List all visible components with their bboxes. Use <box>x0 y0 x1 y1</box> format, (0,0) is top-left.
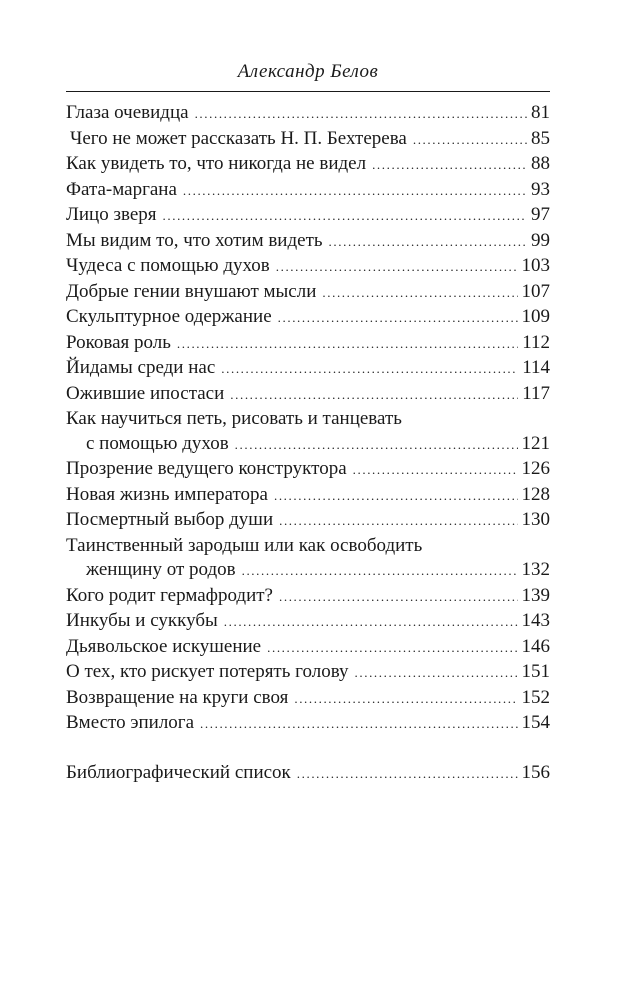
toc-page-number: 107 <box>521 280 550 302</box>
toc-entry <box>66 305 550 331</box>
toc-entry-title: Лицо зверя <box>66 204 157 225</box>
dot-leader <box>355 661 518 686</box>
toc-entry <box>66 331 550 357</box>
toc-entry <box>66 178 550 204</box>
toc-entry-title: Скульптурное одержание <box>66 306 272 327</box>
toc-entry <box>66 280 550 306</box>
toc-entry <box>66 686 550 712</box>
toc-entry-title: Прозрение ведущего конструктора <box>66 458 347 479</box>
toc-entry <box>66 152 550 178</box>
toc-entry <box>66 483 550 509</box>
toc-page-number: 99 <box>531 229 550 251</box>
toc-page-number: 128 <box>521 483 550 505</box>
dot-leader <box>279 585 518 610</box>
dot-leader <box>279 509 517 534</box>
bibliography-entry <box>66 761 550 787</box>
toc-entry <box>66 660 550 686</box>
toc-entry-title: Вместо эпилога <box>66 712 195 733</box>
header-rule <box>66 91 550 92</box>
toc-page-number: 146 <box>521 635 550 657</box>
dot-leader <box>413 128 527 153</box>
toc-page-number: 152 <box>521 686 550 708</box>
dot-leader <box>322 281 517 306</box>
toc-entry-title: Возвращение на круги своя <box>66 686 289 708</box>
toc-entry-title: Ожившие ипостаси <box>66 382 225 404</box>
toc-entry <box>66 356 550 382</box>
toc-page-number: 93 <box>531 178 550 200</box>
toc-entry-title: Мы видим то, что хотим видеть <box>66 229 323 251</box>
toc-entry-title: Дьявольское искушение <box>66 635 262 657</box>
toc-page-number: 126 <box>521 458 550 479</box>
toc-entry-title: Как научиться петь, рисовать и танцевать <box>66 408 402 429</box>
dot-leader <box>329 230 527 255</box>
dot-leader <box>274 484 518 509</box>
toc-entry-title: Роковая роль <box>66 331 171 353</box>
table-of-contents <box>66 101 550 786</box>
toc-entry <box>66 635 550 661</box>
dot-leader <box>297 762 518 787</box>
toc-entry-title: Чудеса с помощью духов <box>66 255 270 276</box>
toc-entry <box>66 229 550 255</box>
toc-entry <box>66 534 550 584</box>
dot-leader <box>242 559 518 584</box>
dot-leader <box>278 306 518 331</box>
toc-page-number: 154 <box>521 712 550 733</box>
toc-entry <box>66 254 550 280</box>
dot-leader <box>267 636 517 661</box>
toc-entry <box>66 609 550 635</box>
dot-leader <box>200 712 517 737</box>
toc-page-number: 121 <box>521 432 550 454</box>
toc-entry-title: Новая жизнь императора <box>66 483 268 505</box>
toc-entry <box>66 457 550 483</box>
dot-leader <box>183 179 527 204</box>
toc-entry-title: Как увидеть то, что никогда не видел <box>66 153 367 174</box>
dot-leader <box>235 433 518 458</box>
toc-page-number: 114 <box>522 357 550 378</box>
toc-entry <box>66 711 550 737</box>
toc-page-number: 103 <box>521 255 550 276</box>
toc-entry-title: Чего не может рассказать Н. П. Бехтерева <box>70 127 407 149</box>
toc-page-number: 130 <box>521 509 550 530</box>
dot-leader <box>177 332 518 357</box>
toc-page-number: 88 <box>531 153 550 174</box>
toc-entry-title: Инкубы и суккубы <box>66 610 218 631</box>
toc-page-number: 109 <box>521 306 550 327</box>
toc-entry-title: О тех, кто рискует потерять голову <box>66 661 349 682</box>
toc-entry-title: Глаза очевидца <box>66 102 189 123</box>
toc-page-number: 143 <box>521 610 550 631</box>
toc-entry-title: Фата-маргана <box>66 178 177 200</box>
toc-entry <box>66 508 550 534</box>
toc-entry <box>66 407 550 457</box>
toc-page-number: 97 <box>531 204 550 225</box>
toc-entry-title: Йидамы среди нас <box>66 357 216 378</box>
toc-page-number: 156 <box>521 761 550 783</box>
toc-entry <box>66 584 550 610</box>
dot-leader <box>276 255 518 280</box>
dot-leader <box>224 610 518 635</box>
running-head: Александр Белов <box>237 61 379 82</box>
toc-entry <box>66 382 550 408</box>
toc-page-number: 151 <box>521 661 550 682</box>
toc-entry <box>66 127 550 153</box>
toc-entry-title: Посмертный выбор души <box>66 509 274 530</box>
dot-leader <box>195 102 527 127</box>
dot-leader <box>163 204 527 229</box>
toc-page-number: 81 <box>531 102 550 123</box>
toc-page-number: 85 <box>531 127 550 149</box>
toc-entry-title: Таинственный зародыш или как освободить <box>66 534 423 556</box>
dot-leader <box>353 458 518 483</box>
toc-page-number: 139 <box>521 584 550 606</box>
dot-leader <box>230 383 518 408</box>
toc-entry <box>66 101 550 127</box>
toc-entry <box>66 203 550 229</box>
dot-leader <box>221 357 518 382</box>
toc-page-number: 132 <box>521 559 550 580</box>
toc-page-number: 117 <box>522 382 550 404</box>
section-gap <box>66 737 550 761</box>
toc-entry-title: Добрые гении внушают мысли <box>66 280 317 302</box>
toc-entry-title: Кого родит гермафродит? <box>66 584 273 606</box>
bibliography-title: Библиографический список <box>66 761 291 783</box>
toc-page-number: 112 <box>522 331 550 353</box>
dot-leader <box>372 153 527 178</box>
toc-entry-title-continued: с помощью духов <box>86 432 229 454</box>
toc-entry-title-continued: женщину от родов <box>86 559 236 580</box>
dot-leader <box>294 687 517 712</box>
